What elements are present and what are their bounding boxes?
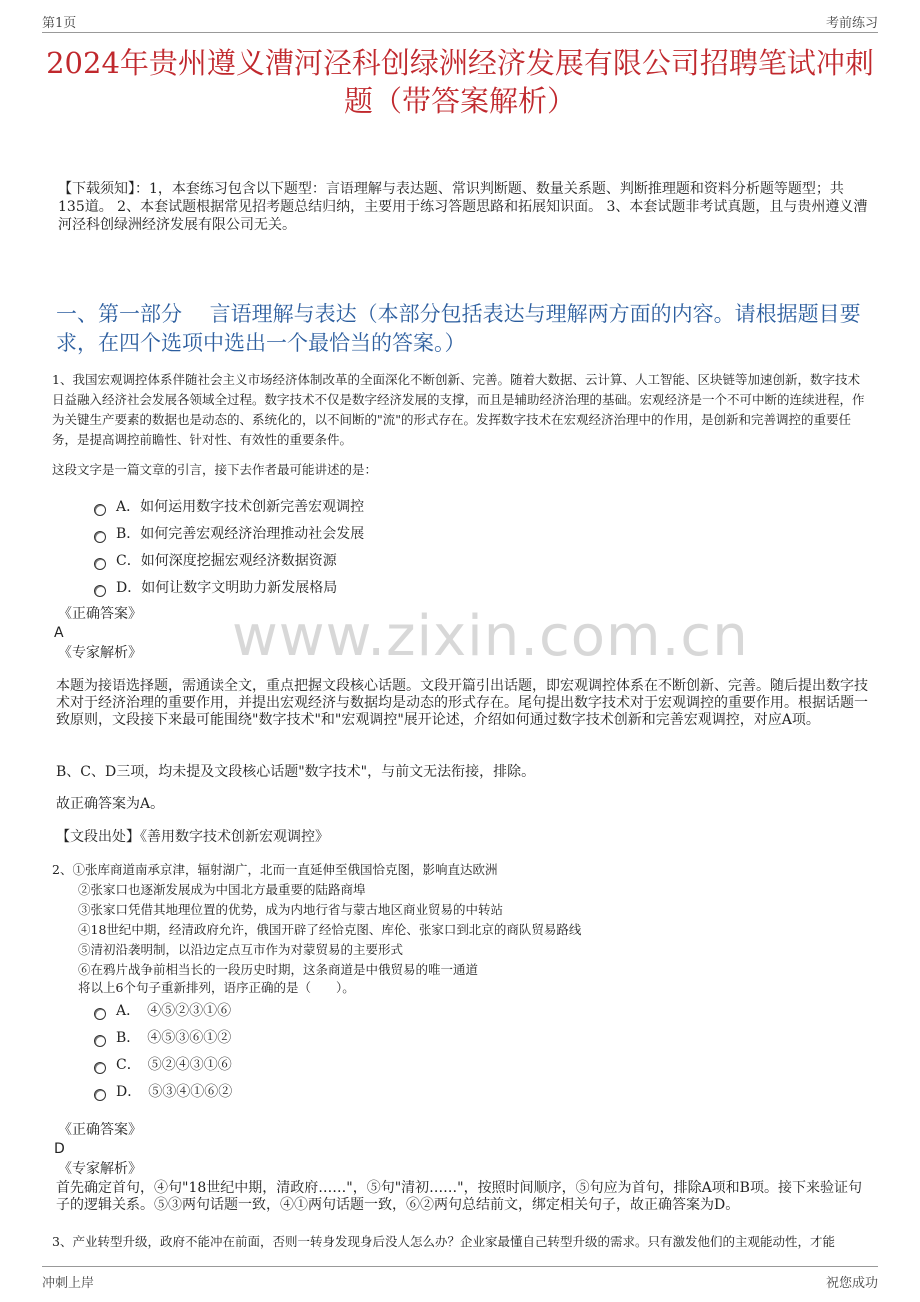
footer-right: 祝您成功	[825, 1276, 878, 1291]
question-3-text: 3、产业转型升级，政府不能冲在前面，否则一转身发现身后没人怎么办？企业家最懂自己转型升级的需求。只有激发他们的主观能动性，才能	[52, 1234, 835, 1249]
q2-analysis-label: 《专家解析》	[58, 1161, 142, 1177]
question-2-line: ②张家口也逐渐发展成为中国北方最重要的陆路商埠	[78, 882, 366, 897]
q1-answer: A	[54, 625, 64, 641]
question-2-line: ⑤清初沿袭明制，以沿边定点互市作为对蒙贸易的主要形式	[78, 942, 404, 957]
question-1-text: 1、我国宏观调控体系伴随社会主义市场经济体制改革的全面深化不断创新、完善。随着大数据、云计算、人工智能、区块链等加速创新，数字技术日益融入经济社会发展各领域全过程。数字技术不仅是数字经济发展的支撑，而且是辅助经济治理的基础。宏观经济是一个不可中断的连续进程，作为关键生产要素的数据也是动态的、系统化的，以不间断的"流"的形式存在。发挥数字技术在宏观经济治理中的作用，是创新和完善调控的重要任务，是提高调控前瞻性、针对性、有效性的重要条件。	[52, 372, 865, 447]
q2-option-c[interactable]: C． ⑤②④③①⑥	[94, 1054, 232, 1074]
header-label: 考前练习	[825, 16, 878, 31]
q1-option-c[interactable]: C．如何深度挖掘宏观经济数据资源	[94, 550, 337, 570]
question-1-stem: 这段文字是一篇文章的引言，接下去作者最可能讲述的是：	[52, 462, 378, 477]
section-heading: 一、第一部分 言语理解与表达（本部分包括表达与理解两方面的内容。请根据题目要求，在四个选项中选出一个最恰当的答案。）	[56, 302, 861, 355]
radio-icon[interactable]	[94, 1008, 106, 1020]
question-2-line: 2、①张库商道南承京津，辐射湖广，北而一直延伸至俄国恰克图，影响直达欧洲	[52, 862, 498, 877]
radio-icon[interactable]	[94, 531, 106, 543]
page-header	[42, 10, 878, 33]
q2-option-d[interactable]: D． ⑤③④①⑥②	[94, 1081, 232, 1101]
document-title: 2024年贵州遵义漕河泾科创绿洲经济发展有限公司招聘笔试冲刺题（带答案解析）	[46, 46, 874, 118]
q1-option-a[interactable]: A．如何运用数字技术创新完善宏观调控	[94, 496, 364, 516]
radio-icon[interactable]	[94, 1089, 106, 1101]
q1-analysis-conclusion: 故正确答案为A。	[56, 796, 165, 812]
q1-analysis-paragraph: B、C、D三项，均未提及文段核心话题"数字技术"，与前文无法衔接，排除。	[56, 764, 536, 780]
radio-icon[interactable]	[94, 558, 106, 570]
q1-analysis-label: 《专家解析》	[58, 645, 142, 661]
q1-source: 【文段出处】《善用数字技术创新宏观调控》	[56, 829, 329, 845]
radio-icon[interactable]	[94, 504, 106, 516]
q1-option-b[interactable]: B．如何完善宏观经济治理推动社会发展	[94, 523, 364, 543]
q1-answer-label: 《正确答案》	[58, 606, 142, 622]
q2-answer: D	[54, 1141, 65, 1157]
q1-analysis-paragraph: 本题为接语选择题，需通读全文，重点把握文段核心话题。文段开篇引出话题，即宏观调控体系在不断创新、完善。随后提出数字技术对于经济治理的重要作用，并提出宏观经济与数据均是动态的形式存在。尾句提出数字技术对于宏观调控的重要作用。根据话题一致原则，文段接下来最可能围绕"数字技术"和"宏观调控"展开论述，介绍如何通过数字技术创新和完善宏观调控，对应A项。	[56, 678, 868, 728]
q2-analysis-paragraph: 首先确定首句，④句"18世纪中期，清政府……"，⑤句"清初……"，按照时间顺序，⑤句应为首句，排除A项和B项。接下来验证句子的逻辑关系。⑤③两句话题一致，④①两句话题一致，⑥②两句总结前文，绑定相关句子，故正确答案为D。	[56, 1180, 862, 1213]
q1-option-d[interactable]: D．如何让数字文明助力新发展格局	[94, 577, 337, 597]
radio-icon[interactable]	[94, 1035, 106, 1047]
question-2-stem: 将以上6个句子重新排列，语序正确的是（ ）。	[78, 980, 355, 995]
question-2-line: ③张家口凭借其地理位置的优势，成为内地行省与蒙古地区商业贸易的中转站	[78, 902, 504, 917]
radio-icon[interactable]	[94, 1062, 106, 1074]
radio-icon[interactable]	[94, 585, 106, 597]
q2-option-a[interactable]: A． ④⑤②③①⑥	[94, 1000, 231, 1020]
question-2-line: ④18世纪中期，经清政府允许，俄国开辟了经恰克图、库伦、张家口到北京的商队贸易路线	[78, 922, 582, 937]
question-2-line: ⑥在鸦片战争前相当长的一段历史时期，这条商道是中俄贸易的唯一通道	[78, 962, 479, 977]
footer-left: 冲刺上岸	[42, 1276, 95, 1291]
page-footer	[42, 1266, 878, 1289]
page-number: 第1页	[42, 16, 77, 31]
watermark: www.zixin.com.cn	[232, 604, 749, 669]
q2-answer-label: 《正确答案》	[58, 1122, 142, 1138]
q2-option-b[interactable]: B． ④⑤③⑥①②	[94, 1027, 231, 1047]
download-notice: 【下载须知】：1，本套练习包含以下题型：言语理解与表达题、常识判断题、数量关系题、判断推理题和资料分析题等题型；共135道。 2、本套试题根据常见招考题总结归纳，主要用于练习答题思路和拓展知识面。 3、本套试题非考试真题，且与贵州遵义漕河泾科创绿洲经济发展有限公司无关。	[58, 181, 868, 233]
